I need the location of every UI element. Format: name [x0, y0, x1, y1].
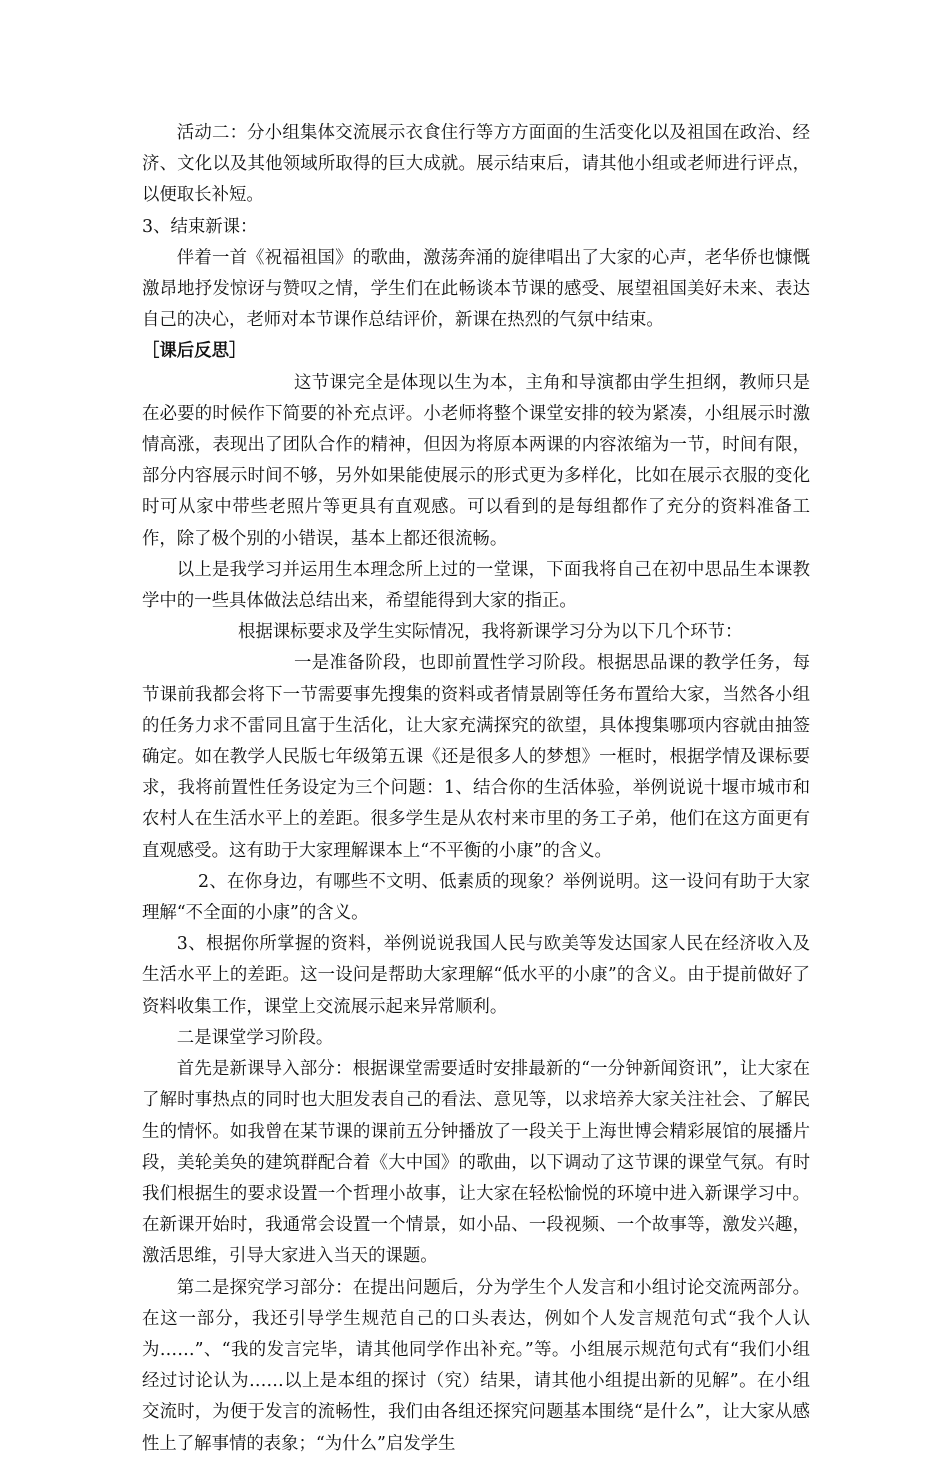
document-page — [142, 118, 810, 1460]
heading-end-new-lesson: 3、结束新课： — [142, 216, 258, 237]
heading-reflection: ［课后反思］ — [142, 341, 247, 362]
paragraph-song: 伴着一首《祝福祖国》的歌曲，激荡奔涌的旋律唱出了大家的心声，老华侨也慷慨激昂地抒发惊讶与赞叹之情，学生们在此畅谈本节课的感受、展望祖国美好未来、表达自己的决心，老师对本节课作总结评价，新课在热烈的气氛中结束。 — [142, 247, 810, 331]
paragraph-summary-intro: 以上是我学习并运用生本理念所上过的一堂课，下面我将自己在初中思品生本课教学中的一些具体做法总结出来，希望能得到大家的指正。 — [142, 559, 810, 612]
heading-classroom-stage: 二是课堂学习阶段。 — [176, 1027, 334, 1048]
paragraph-reflection: 这节课完全是体现以生为本，主角和导演都由学生担纲，教师只是在必要的时候作下简要的补充点评。小老师将整个课堂安排的较为紧凑，小组展示时激情高涨，表现出了团队合作的精神，但因为将原本两课的内容浓缩为一节，时间有限，部分内容展示时间不够，另外如果能使展示的形式更为多样化，比如在展示衣服的变化时可从家中带些老照片等更具有直观感。可以看到的是每组都作了充分的资料准备工作，除了极个别的小错误，基本上都还很流畅。 — [142, 372, 810, 549]
paragraph-question-three: 3、根据你所掌握的资料，举例说说我国人民与欧美等发达国家人民在经济收入及生活水平上的差距。这一设问是帮助大家理解“低水平的小康”的含义。由于提前做好了资料收集工作，课堂上交流展示起来异常顺利。 — [142, 934, 810, 1017]
paragraph-stages-intro: 根据课标要求及学生实际情况，我将新课学习分为以下几个环节： — [238, 622, 743, 643]
paragraph-question-two: 2、在你身边，有哪些不文明、低素质的现象？举例说明。这一设问有助于大家理解“不全面的小康”的含义。 — [142, 871, 810, 924]
paragraph-activity-two: 活动二：分小组集体交流展示衣食住行等方方面面的生活变化以及祖国在政治、经济、文化以及其他领域所取得的巨大成就。展示结束后，请其他小组或老师进行评点，以便取长补短。 — [142, 123, 810, 206]
paragraph-inquiry-learning: 第二是探究学习部分：在提出问题后，分为学生个人发言和小组讨论交流两部分。在这一部分，我还引导学生规范自己的口头表达，例如个人发言规范句式“我个人认为……”、“我的发言完毕，请其他同学作出补充。”等。小组展示规范句式有“我们小组经过讨论认为……以上是本组的探讨（究）结果，请其他小组提出新的见解”。在小组交流时，为便于发言的流畅性，我们由各组还探究问题基本围绕“是什么”，让大家从感性上了解事情的表象；“为什么”启发学生 — [142, 1277, 810, 1454]
paragraph-preparation-stage: 一是准备阶段，也即前置性学习阶段。根据思品课的教学任务，每节课前我都会将下一节需要事先搜集的资料或者情景剧等任务布置给大家，当然各小组的任务力求不雷同且富于生活化，让大家充满探究的欲望，具体搜集哪项内容就由抽签确定。如在教学人民版七年级第五课《还是很多人的梦想》一框时，根据学情及课标要求，我将前置性任务设定为三个问题：1、结合你的生活体验，举例说说十堰市城市和农村人在生活水平上的差距。很多学生是从农村来市里的务工子弟，他们在这方面更有直观感受。这有助于大家理解课本上“不平衡的小康”的含义。 — [142, 653, 810, 861]
paragraph-lesson-intro: 首先是新课导入部分：根据课堂需要适时安排最新的“一分钟新闻资讯”，让大家在了解时事热点的同时也大胆发表自己的看法、意见等，以求培养大家关注社会、了解民生的情怀。如我曾在某节课的课前五分钟播放了一段关于上海世博会精彩展馆的展播片段，美轮美奂的建筑群配合着《大中国》的歌曲，以下调动了这节课的课堂气氛。有时我们根据生的要求设置一个哲理小故事，让大家在轻松愉悦的环境中进入新课学习中。在新课开始时，我通常会设置一个情景，如小品、一段视频、一个故事等，激发兴趣，激活思维，引导大家进入当天的课题。 — [142, 1059, 810, 1267]
